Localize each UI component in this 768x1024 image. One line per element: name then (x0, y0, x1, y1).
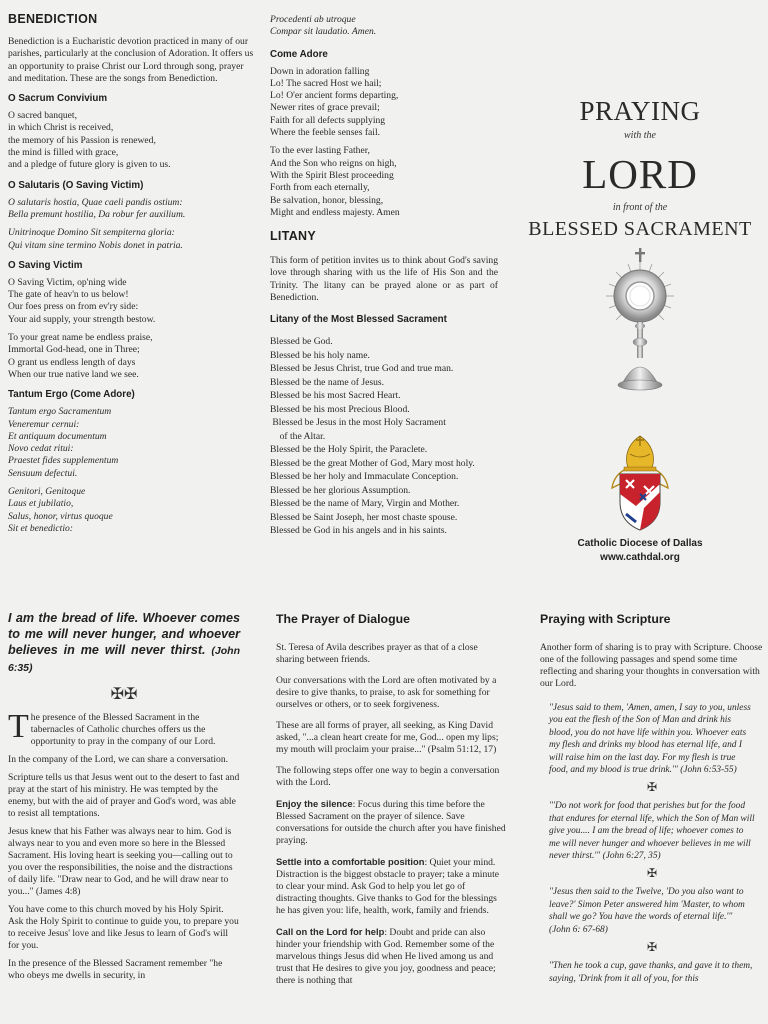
paragraph-text: he presence of the Blessed Sacrament in the tabernacles of Catholic churches offers us the opportunity to pray in the company of our Lord. (30, 712, 216, 747)
text-line: and a pledge of future glory is given to us. (8, 159, 171, 171)
scripture-passage: "Then he took a cup, gave thanks, and gave it to them, saying, 'Drink from it all of you, for this (549, 961, 753, 984)
diocese-website-link[interactable]: www.cathdal.org (600, 552, 680, 563)
salutaris-latin-1 (8, 197, 256, 222)
step-label: Settle into a comfortable position (276, 856, 425, 867)
step-call-on-lord (276, 926, 506, 987)
text-line: Forth from each eternally, (270, 182, 370, 194)
scripture-passage: "'Do not work for food that perishes but for the food that endures for eternal life, which the Son of Man will give you.... I am the bread of life; whoever comes to me will never hunger and whoever believes in me will never thirst.'" (John 6:27, 35) (549, 801, 755, 862)
text-line: The gate of heav'n to us below! (8, 289, 129, 301)
text-line: Down in adoration falling (270, 65, 370, 77)
cover-panel (512, 0, 768, 595)
step-label: Call on the Lord for help (276, 926, 385, 937)
come-adore-verse-2 (270, 145, 512, 219)
paragraph: Scripture tells us that Jesus went out to the desert to fast and pray at the start of his ministry. He was tempted by the enemy, but with the aid of prayer and God's word, was able to resist all temptations. (8, 772, 240, 819)
litany-line: Blessed be the Holy Spirit, the Paraclete. (270, 444, 428, 456)
text-line: Lo! O'er ancient forms departing, (270, 90, 399, 102)
bread-of-life-panel (0, 600, 256, 1024)
praying-with-scripture-title: Praying with Scripture (540, 612, 671, 626)
paragraph: In the company of the Lord, we can share a conversation. (8, 754, 229, 765)
scripture-intro: Another form of sharing is to pray with Scripture. Choose one of the following passages and spend some time reflecting and sharing your thoughts in conversation with our Lord. (540, 642, 763, 689)
quote-reference: (John 6:35) (8, 645, 240, 674)
text-line: To your great name be endless praise, (8, 332, 153, 344)
tantum-ergo-continued (270, 14, 512, 39)
cover-blessed-sacrament: BLESSED SACRAMENT (528, 218, 752, 240)
come-adore-litany-panel (262, 0, 512, 595)
text-line: Your aid supply, your strength bestow. (8, 313, 156, 325)
come-adore-verse-1 (270, 66, 512, 140)
drop-cap: T (8, 708, 29, 745)
sacrum-lines (8, 110, 256, 171)
benediction-title: BENEDICTION (8, 12, 98, 26)
litany-line: Blessed be his holy name. (270, 349, 370, 361)
litany-line: Blessed be God in his angels and in his saints. (270, 525, 447, 537)
text-line: Immortal God-head, one in Three; (8, 344, 140, 356)
salutaris-latin-2 (8, 227, 256, 252)
step-text: : Quiet your mind. Distraction is the biggest obstacle to prayer; take a minute to clear your mind. Ask God to help you let go of distracting thoughts. Give thanks to God for the blessings he has given you: life, health, work, family and friends. (276, 857, 499, 916)
text-line: Genitori, Genitoque (8, 486, 86, 498)
text-line: And the Son who reigns on high, (270, 157, 397, 169)
litany-line: Blessed be the great Mother of God, Mary most holy. (270, 457, 475, 469)
litany-line: Blessed be his most Precious Blood. (270, 403, 410, 415)
litany-line: Blessed be her glorious Assumption. (270, 484, 411, 496)
text-line: Sensuum defectui. (8, 467, 78, 479)
bread-of-life-quote (8, 610, 240, 676)
step-enjoy-silence (276, 798, 506, 847)
paragraph: You have come to this church moved by his Holy Spirit. Ask the Holy Spirit to continue to guide you, to prepare you to receive Jesus' love and like Jesus to learn of God's will for you. (8, 904, 239, 951)
saving-victim-verse-2 (8, 332, 256, 381)
quote-text: I am the bread of life. Whoever comes to me will never hunger, and whoever believes in me will never thirst. (8, 611, 240, 657)
text-line: Unitrinoque Domino Sit sempiterna gloria: (8, 227, 175, 239)
litany-line: Blessed be the name of Mary, Virgin and Mother. (270, 498, 460, 510)
litany-line: Blessed be her holy and Immaculate Conception. (270, 471, 459, 483)
text-line: O sacred banquet, (8, 110, 77, 122)
come-adore-title: Come Adore (270, 48, 328, 60)
cover-in-front-of-the: in front of the (612, 202, 668, 213)
benediction-intro: Benediction is a Eucharistic devotion practiced in many of our parishes, particularly at the conclusion of Adoration. It offers us an opportunity to praise Christ our Lord through song, prayer and meditation. These are the songs from Benediction. (8, 36, 254, 84)
litany-line: of the Altar. (270, 430, 326, 442)
paragraph: These are all forms of prayer, all seeking, as King David asked, "...a clean heart create for me, God... open my lips; my mouth will proclaim your praise..." (Psalm 51:12, 17) (276, 720, 499, 755)
text-line: Procedenti ab utroque (270, 14, 356, 25)
litany-lines (270, 335, 512, 538)
prayer-of-dialogue-panel (268, 600, 506, 1024)
text-line: Compar sit laudatio. Amen. (270, 26, 377, 38)
intro-paragraph (8, 708, 240, 748)
litany-intro: This form of petition invites us to think about God's saving love through sharing with us the life of His Son and the Trinity. The litany can be prayed alone or as part of Benediction. (270, 255, 498, 304)
text-line: Qui vitam sine termino Nobis donet in patria. (8, 239, 183, 251)
paragraph: Jesus knew that his Father was always near to him. God is always near to you and even more so here in the Blessed Sacrament. His loving heart is seeking you—calling out to you over the responsibilities, the noise and the distractions of daily life. "Draw near to God, and he will draw near to you..." (James 4:8) (8, 826, 233, 897)
paragraph: The following steps offer one way to begin a conversation with the Lord. (276, 765, 500, 788)
text-line: Where the feeble senses fail. (270, 127, 381, 139)
litany-line: Blessed be his most Sacred Heart. (270, 390, 401, 402)
text-line: Bella premunt hostilia, Da robur fer auxilium. (8, 208, 186, 220)
salutaris-title: O Salutaris (O Saving Victim) (8, 179, 144, 191)
diocese-name: Catholic Diocese of Dallas (577, 538, 703, 549)
text-line: Faith for all defects supplying (270, 114, 386, 126)
litany-title: LITANY (270, 229, 317, 244)
tantum-ergo-verse-2 (8, 486, 256, 535)
scripture-passage: "Jesus said to them, 'Amen, amen, I say to you, unless you eat the flesh of the Son of Man and drink his blood, you do not have life within you. Whoever eats my flesh and drinks my blood has eternal life, and I will raise him on the last day. For my flesh is true food, and my blood is true drink.'" (John 6:53-55) (549, 703, 751, 776)
text-line: in which Christ is received, (8, 122, 114, 134)
text-line: Et antiquum documentum (8, 430, 107, 442)
tantum-ergo-verse-1 (8, 406, 256, 480)
litany-line: Blessed be Jesus Christ, true God and true man. (270, 363, 454, 375)
text-line: the memory of his Passion is renewed, (8, 134, 156, 146)
step-comfortable-position (276, 856, 506, 917)
cross-pattee-icon: ✠✠ (110, 686, 138, 703)
text-line: Lo! The sacred Host we hail; (270, 77, 382, 89)
text-line: Veneremur cernui: (8, 418, 80, 430)
prayer-of-dialogue-title: The Prayer of Dialogue (276, 612, 410, 626)
litany-line: Blessed be God. (270, 336, 333, 348)
cover-praying: PRAYING (579, 96, 701, 126)
text-line: To the ever lasting Father, (270, 145, 370, 157)
litany-line: Blessed be Jesus in the most Holy Sacrament (270, 417, 446, 429)
litany-subtitle: Litany of the Most Blessed Sacrament (270, 314, 447, 326)
cross-pattee-icon: ✠ (646, 780, 658, 795)
paragraph: In the presence of the Blessed Sacrament remember "he who obeys me dwells in security, in (8, 958, 223, 981)
text-line: Our foes press on from ev'ry side: (8, 301, 139, 313)
cross-pattee-icon: ✠ (646, 940, 658, 955)
text-line: Novo cedat ritui: (8, 443, 74, 455)
step-label: Enjoy the silence (276, 798, 353, 809)
text-line: Sit et benedictio: (8, 522, 74, 534)
saving-victim-title: O Saving Victim (8, 259, 83, 271)
text-line: Newer rites of grace prevail; (270, 102, 380, 114)
text-line: Salus, honor, virtus quoque (8, 510, 113, 522)
text-line: When our true native land we see. (8, 368, 139, 380)
litany-line: Blessed be Saint Joseph, her most chaste spouse. (270, 511, 458, 523)
cross-pattee-icon: ✠ (646, 866, 658, 881)
step-text: : Doubt and pride can also hinder your friendship with God. Remember some of the marvelous things Jesus did when He lived among us and trust that He desires to give you joy, goodness and peace; there is nothing that (276, 927, 496, 986)
saving-victim-verse-1 (8, 277, 256, 326)
paragraph: Our conversations with the Lord are often motivated by a desire to give thanks, to praise, to ask for something for ourselves or others, or to seek forgiveness. (276, 675, 497, 710)
benediction-panel (0, 0, 256, 595)
text-line: O grant us endless length of days (8, 356, 136, 368)
diocese-info (512, 537, 768, 565)
cover-lord: LORD (582, 151, 698, 197)
tantum-ergo-title: Tantum Ergo (Come Adore) (8, 389, 135, 401)
diocese-crest-icon (606, 434, 674, 532)
text-line: O Saving Victim, op'ning wide (8, 276, 127, 288)
text-line: Be salvation, honor, blessing, (270, 194, 384, 206)
litany-line: Blessed be the name of Jesus. (270, 376, 385, 388)
text-line: With the Spirit Blest proceeding (270, 169, 394, 181)
step-text: : Focus during this time before the Blessed Sacrament on the prayer of silence. Save conversations for outside the church after you have finished praying. (276, 799, 506, 846)
cover-with-the: with the (624, 130, 656, 141)
text-line: Laus et jubilatio, (8, 498, 74, 510)
text-line: Might and endless majesty. Amen (270, 206, 400, 218)
sacrum-title: O Sacrum Convivium (8, 93, 108, 105)
text-line: the mind is filled with grace, (8, 147, 119, 159)
scripture-passage: "Jesus then said to the Twelve, 'Do you also want to leave?' Simon Peter answered him 'Master, to whom shall we go? You have the words of eternal life.'" (John 6: 67-68) (549, 887, 745, 935)
text-line: Praestet fides supplementum (8, 455, 119, 467)
monstrance-icon (602, 246, 678, 394)
praying-with-scripture-panel (532, 600, 764, 1024)
text-line: Tantum ergo Sacramentum (8, 406, 112, 418)
paragraph: St. Teresa of Avila describes prayer as that of a close sharing between friends. (276, 642, 478, 665)
text-line: O salutaris hostia, Quae caeli pandis ostium: (8, 196, 183, 208)
